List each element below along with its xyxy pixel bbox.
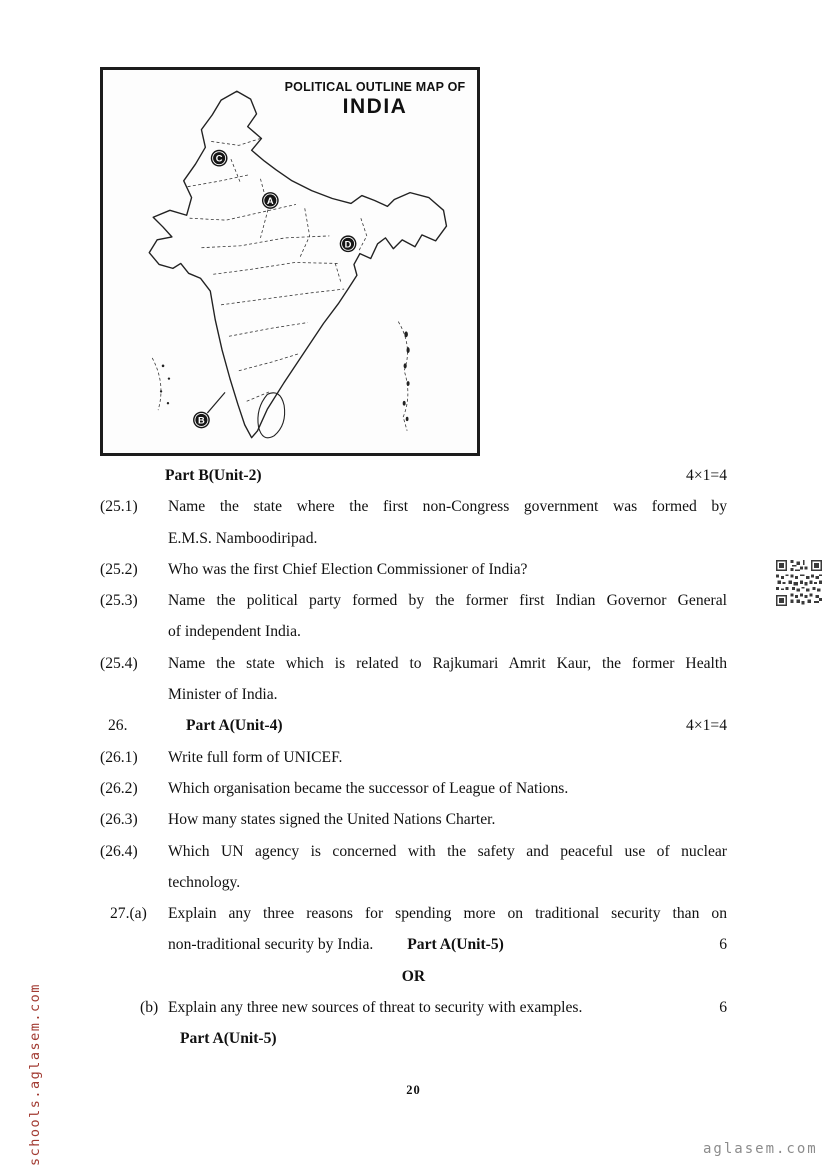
question-number: (25.3) xyxy=(100,592,138,610)
page-number: 20 xyxy=(406,1083,421,1097)
question-text xyxy=(168,554,727,585)
andaman-islands-boundary xyxy=(398,322,408,431)
question-number: (b) xyxy=(140,999,159,1017)
map-title-line1: POLITICAL OUTLINE MAP OF xyxy=(284,80,466,94)
question-line: Which UN agency is concerned with the safety and peaceful use of nuclear xyxy=(168,842,727,860)
question-line: How many states signed the United Nations Charter. xyxy=(168,811,496,829)
question-line: Name the state which is related to Rajkumari Amrit Kaur, the former Health xyxy=(168,654,727,672)
question-text xyxy=(168,773,727,804)
part-a-unit4-marks: 4×1=4 xyxy=(686,717,727,735)
question-line: Which organisation became the successor of League of Nations. xyxy=(168,779,569,797)
question-line: Who was the first Chief Election Commissioner of India? xyxy=(168,560,528,578)
part-b-header-row xyxy=(100,460,727,491)
question-number: (26.4) xyxy=(100,842,138,860)
question-line xyxy=(168,992,727,1023)
india-outline xyxy=(149,91,446,437)
question-text xyxy=(168,648,727,711)
question-text xyxy=(168,491,727,554)
part-a-unit4-header: Part A(Unit-4) xyxy=(186,717,283,735)
question-line: of independent India. xyxy=(168,623,301,641)
question-text xyxy=(168,742,727,773)
question-line: Name the state where the first non-Congress government was formed by xyxy=(168,498,727,516)
question-number: (26.2) xyxy=(100,779,138,797)
question-marks: 6 xyxy=(719,936,727,954)
lakshadweep-boundary xyxy=(152,358,161,410)
question-row xyxy=(100,648,727,711)
qr-code xyxy=(776,560,822,606)
svg-text:D: D xyxy=(344,239,352,250)
question-row xyxy=(100,491,727,554)
part-b-header: Part B(Unit-2) xyxy=(165,467,262,484)
question-text xyxy=(168,585,727,648)
question-line: technology. xyxy=(168,873,241,891)
question-row xyxy=(100,585,727,648)
question-row xyxy=(100,836,727,899)
watermark-left: schools.aglasem.com xyxy=(27,983,43,1166)
map-marker-c xyxy=(211,150,228,167)
question-number: (26.3) xyxy=(100,811,138,829)
svg-text:A: A xyxy=(266,196,274,207)
question-row xyxy=(100,992,727,1023)
question-number: (25.2) xyxy=(100,560,138,578)
watermark-bottom-right: aglasem.com xyxy=(703,1141,818,1157)
map-title xyxy=(275,80,475,119)
marker-b-leader-line xyxy=(207,392,225,413)
question-text xyxy=(168,836,727,899)
part-a-unit5-footer: Part A(Unit-5) xyxy=(180,1030,277,1048)
part-a-unit5-footer-row xyxy=(100,1023,727,1054)
svg-text:C: C xyxy=(215,153,223,164)
question-line-text: Explain any three new sources of threat to security with examples. xyxy=(168,999,583,1017)
andaman-islands xyxy=(403,331,410,421)
question-text xyxy=(168,992,727,1023)
sri-lanka-outline xyxy=(258,393,285,438)
question-line: Write full form of UNICEF. xyxy=(168,748,343,766)
map-marker-a xyxy=(262,192,279,209)
question-line: Explain any three reasons for spending more on traditional security than on xyxy=(168,905,727,923)
lakshadweep-islands xyxy=(160,365,170,405)
india-outline-map xyxy=(100,67,480,456)
svg-text:B: B xyxy=(198,415,205,426)
india-map-svg xyxy=(103,70,477,453)
question-line: Minister of India. xyxy=(168,686,278,704)
question-text xyxy=(168,898,727,961)
question-area xyxy=(100,460,727,1055)
or-separator: OR xyxy=(401,967,426,985)
question-number: (26.1) xyxy=(100,748,138,766)
map-marker-d xyxy=(340,235,357,252)
part-a-unit4-header-row xyxy=(100,710,727,741)
question-line: E.M.S. Namboodiripad. xyxy=(168,529,318,547)
question-row xyxy=(100,898,727,961)
question-row xyxy=(100,773,727,804)
question-number: 26. xyxy=(108,717,128,735)
or-separator-row xyxy=(100,961,727,992)
part-a-unit5-inline-header: Part A(Unit-5) xyxy=(407,936,504,954)
question-row xyxy=(100,742,727,773)
question-marks: 6 xyxy=(719,999,727,1017)
question-row xyxy=(100,554,727,585)
part-b-marks: 4×1=4 xyxy=(686,467,727,484)
question-number: (25.4) xyxy=(100,654,138,672)
question-line-text: non-traditional security by India. xyxy=(168,936,374,954)
question-number: (25.1) xyxy=(100,498,138,516)
question-line: Name the political party formed by the former first Indian Governor General xyxy=(168,592,727,610)
map-marker-b xyxy=(193,412,210,429)
question-number: 27.(a) xyxy=(110,905,147,923)
state-boundaries xyxy=(188,138,367,401)
question-text xyxy=(168,804,727,835)
question-row xyxy=(100,804,727,835)
map-title-line2: INDIA xyxy=(342,95,408,118)
question-line xyxy=(168,929,727,960)
